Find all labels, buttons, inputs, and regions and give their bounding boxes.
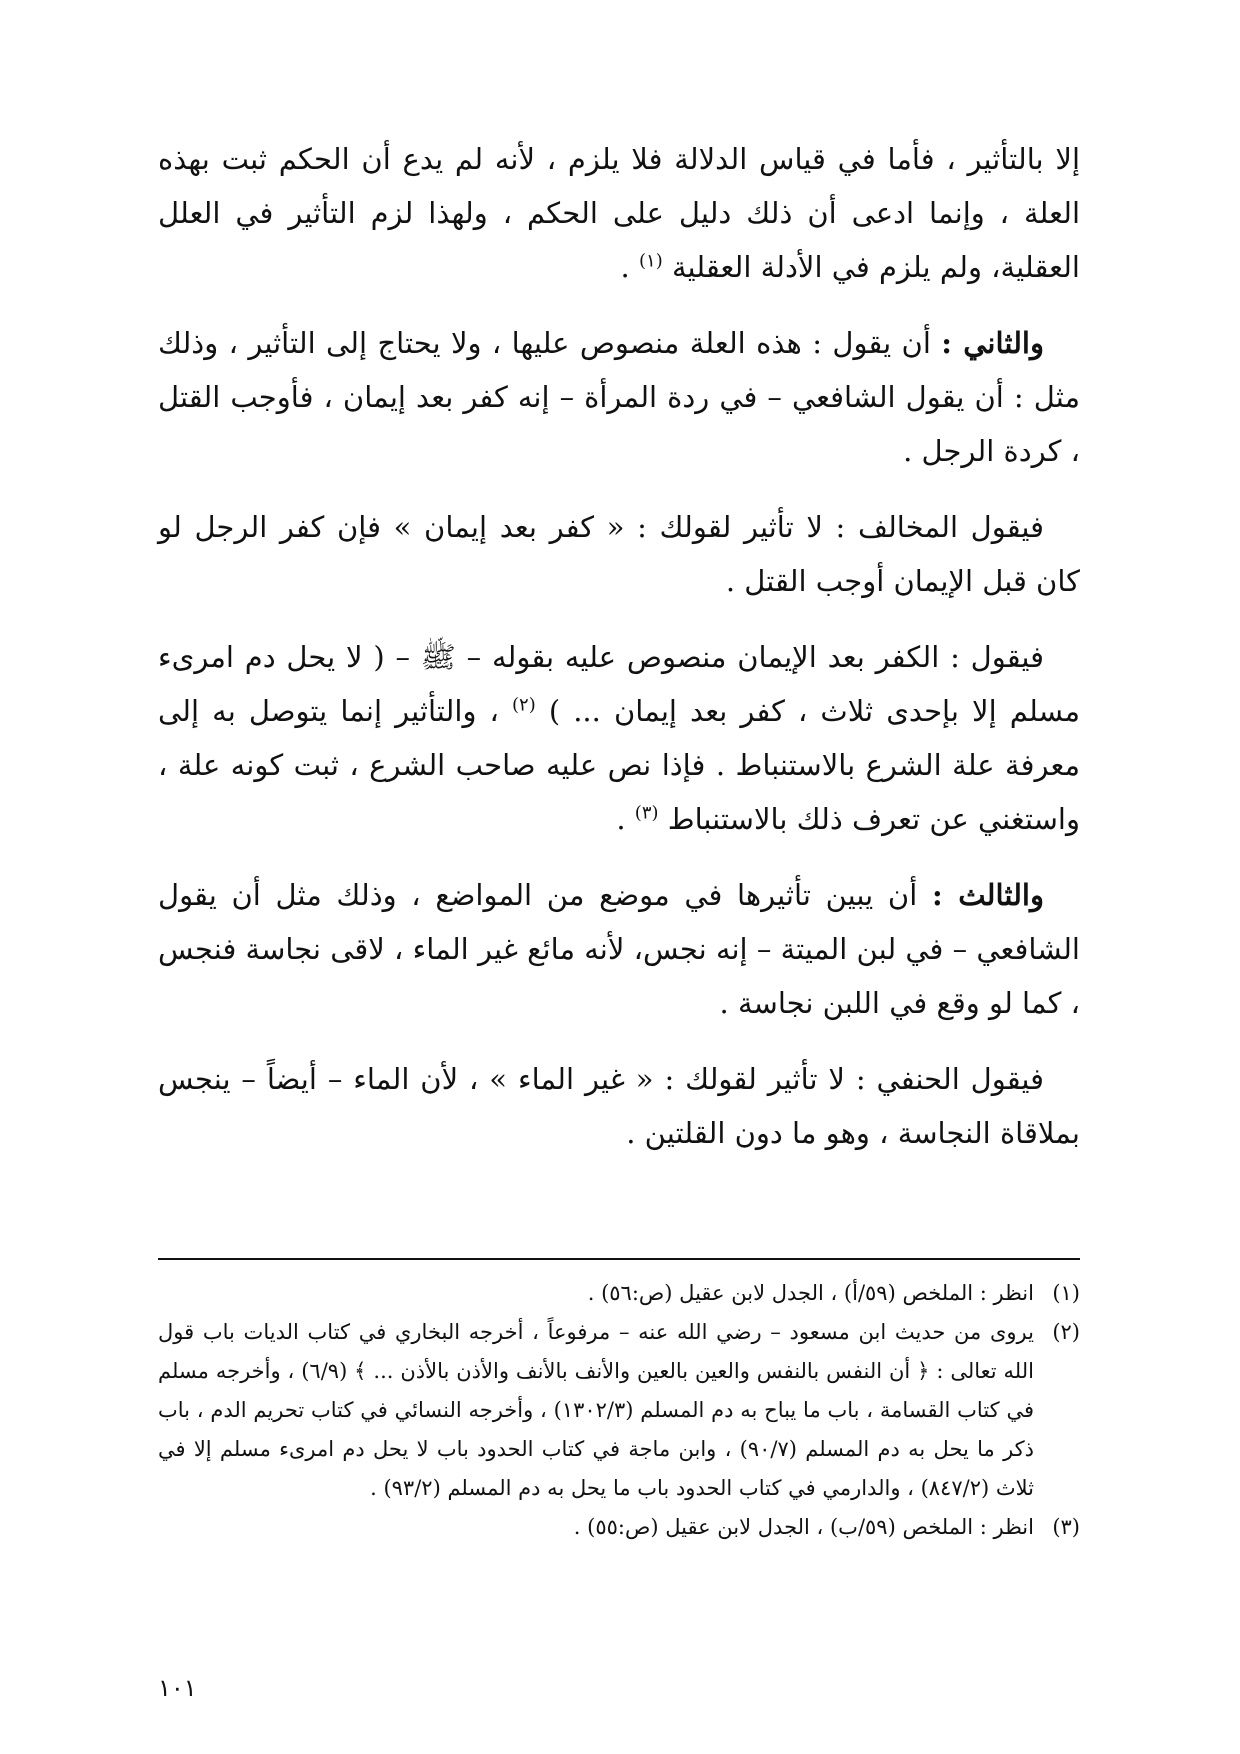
paragraph-5 <box>158 868 1080 1030</box>
footnote-text: انظر : الملخص (٥٩/أ) ، الجدل لابن عقيل (ص:٥٦) . <box>587 1281 1034 1305</box>
main-text <box>158 132 1080 1182</box>
footnote-number: (٢) <box>1052 1320 1080 1344</box>
footnote-number: (٣) <box>1052 1515 1080 1539</box>
paragraph-4 <box>158 630 1080 846</box>
paragraph-lead: والثالث : <box>931 878 1044 912</box>
paragraph-tail: . <box>620 250 639 284</box>
paragraph-text: فيقول الحنفي : لا تأثير لقولك : « غير الماء » ، لأن الماء – أيضاً – ينجس بملاقاة النجاسة ، وهو ما دون القلتين . <box>158 1062 1080 1150</box>
footnote-3 <box>158 1508 1080 1547</box>
footnote-2 <box>158 1313 1080 1508</box>
footnote-reference: (٢) <box>511 694 536 716</box>
footnote-1 <box>158 1274 1080 1313</box>
paragraph-tail: . <box>616 802 635 836</box>
footnotes <box>158 1274 1080 1547</box>
paragraph-6 <box>158 1052 1080 1160</box>
paragraph-lead: والثاني : <box>941 326 1044 360</box>
paragraph-tail: ، والتأثير إنما يتوصل به إلى معرفة علة الشرع بالاستنباط . فإذا نص عليه صاحب الشرع ، ثبت كونه علة ، واستغني عن تعرف ذلك بالاستنباط <box>158 694 1080 836</box>
page-number: ١٠١ <box>158 1674 197 1702</box>
paragraph-text: إلا بالتأثير ، فأما في قياس الدلالة فلا يلزم ، لأنه لم يدع أن الحكم ثبت بهذه العلة ، وإنما ادعى أن ذلك دليل على الحكم ، ولهذا لزم التأثير في العلل العقلية، ولم يلزم في الأدلة العقلية <box>158 142 1080 284</box>
footnote-divider <box>158 1258 1080 1260</box>
paragraph-1 <box>158 132 1080 294</box>
footnote-reference: (٣) <box>634 802 659 824</box>
paragraph-text: أن يبين تأثيرها في موضع من المواضع ، وذلك مثل أن يقول الشافعي – في لبن الميتة – إنه نجس، لأنه مائع غير الماء ، لاقى نجاسة فنجس ، كما لو وقع في اللبن نجاسة . <box>158 878 1080 1020</box>
footnote-text: يروى من حديث ابن مسعود – رضي الله عنه – مرفوعاً ، أخرجه البخاري في كتاب الديات باب قول الله تعالى : ﴿ أن النفس بالنفس والعين بالعين والأنف بالأنف والأذن بالأذن ... ﴾ (٦/٩) ، وأخرجه مسلم في كتاب القسامة ، باب ما يباح به دم المسلم (١٣٠٢/٣) ، وأخرجه النسائي في كتاب تحريم الدم ، باب ذكر ما يحل به دم المسلم (٩٠/٧) ، وابن ماجة في كتاب الحدود باب لا يحل دم امرىء مسلم إلا في ثلاث (٨٤٧/٢) ، والدارمي في كتاب الحدود باب ما يحل به دم المسلم (٩٣/٢) . <box>158 1320 1035 1500</box>
footnote-text: انظر : الملخص (٥٩/ب) ، الجدل لابن عقيل (ص:٥٥) . <box>573 1515 1034 1539</box>
footnote-reference: (١) <box>638 250 663 272</box>
paragraph-text: فيقول : الكفر بعد الإيمان منصوص عليه بقوله – ﷺ – ( لا يحل دم امرىء مسلم إلا بإحدى ثلاث ، كفر بعد إيمان ... ) <box>158 640 1081 728</box>
footnote-number: (١) <box>1052 1281 1080 1305</box>
paragraph-3 <box>158 500 1080 608</box>
paragraph-text: أن يقول : هذه العلة منصوص عليها ، ولا يحتاج إلى التأثير ، وذلك مثل : أن يقول الشافعي – في ردة المرأة – إنه كفر بعد إيمان ، فأوجب القتل ، كردة الرجل . <box>158 326 1080 468</box>
paragraph-2 <box>158 316 1080 478</box>
paragraph-text: فيقول المخالف : لا تأثير لقولك : « كفر بعد إيمان » فإن كفر الرجل لو كان قبل الإيمان أوجب القتل . <box>158 510 1080 598</box>
